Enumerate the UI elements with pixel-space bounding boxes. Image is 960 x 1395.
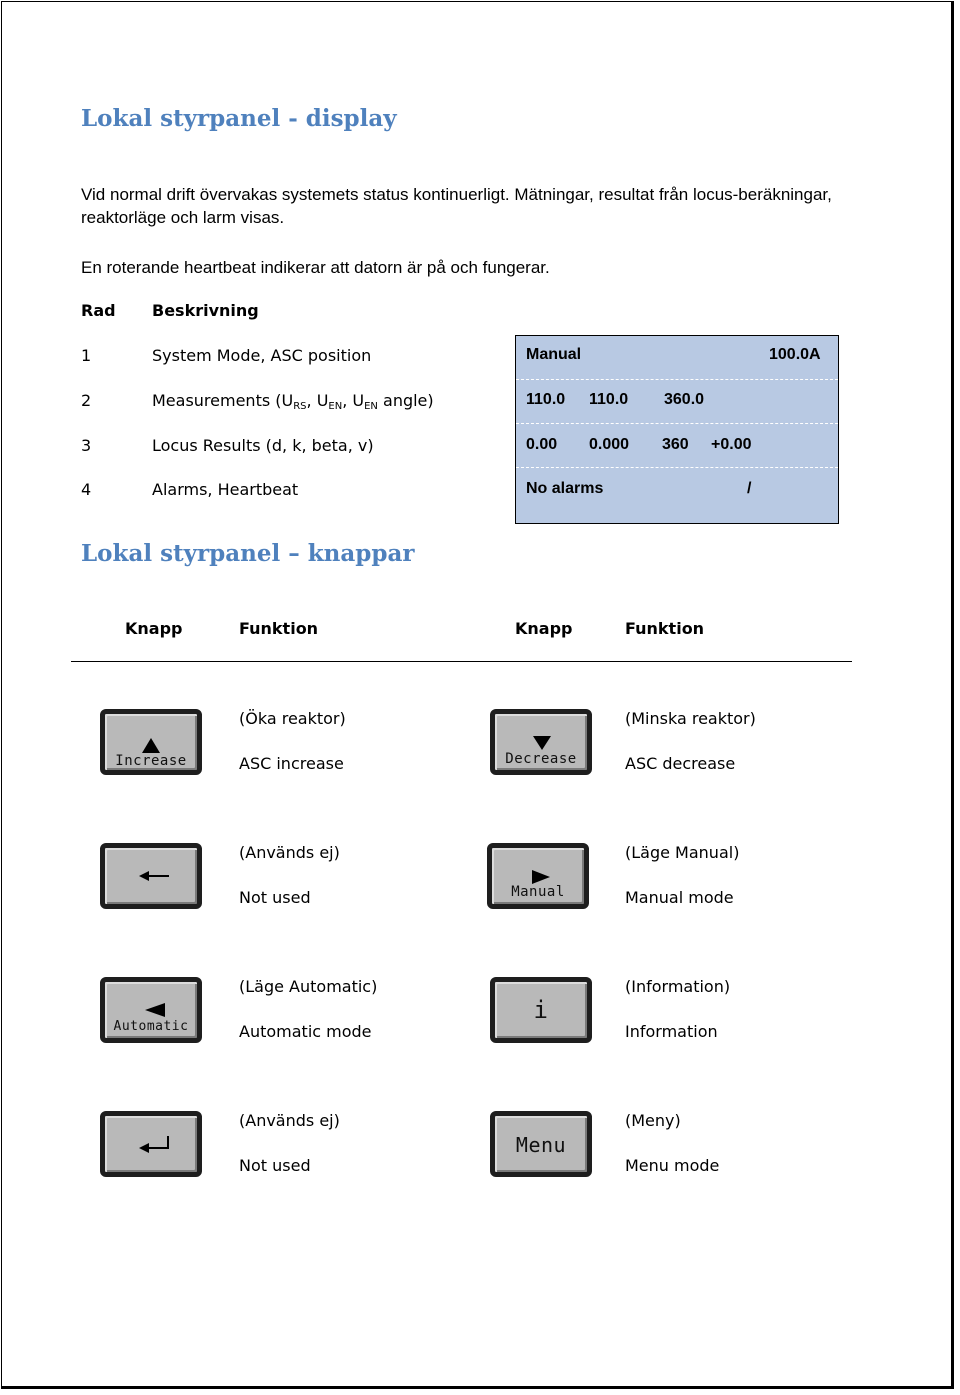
button-function-sv: (Läge Automatic) bbox=[239, 977, 378, 996]
button-function-sv: (Används ej) bbox=[239, 843, 340, 862]
display-row-number: 4 bbox=[81, 480, 92, 499]
display-row-number: 1 bbox=[81, 346, 92, 365]
lcd-heartbeat: / bbox=[747, 480, 752, 497]
enter-button[interactable] bbox=[100, 1111, 202, 1177]
button-function-en: Menu mode bbox=[625, 1156, 720, 1175]
lcd-system-mode: Manual bbox=[526, 346, 582, 363]
display-table-header-description: Beskrivning bbox=[152, 301, 259, 320]
info-icon: i bbox=[533, 996, 549, 1024]
button-function-sv: (Meny) bbox=[625, 1111, 681, 1130]
automatic-button-label: Automatic bbox=[113, 1019, 189, 1034]
lcd-row-1 bbox=[516, 336, 838, 380]
lcd-row-2 bbox=[516, 380, 838, 424]
automatic-button[interactable] bbox=[100, 977, 202, 1043]
display-row-description: Alarms, Heartbeat bbox=[152, 480, 299, 499]
button-function-en: ASC increase bbox=[239, 754, 344, 773]
display-row-description: Measurements ($U_{RS}$, $U_{EN}$, $U_{EN}$ angle) bbox=[152, 391, 434, 412]
display-row-number: 2 bbox=[81, 391, 92, 410]
button-function-sv: (Används ej) bbox=[239, 1111, 340, 1130]
decrease-button-label: Decrease bbox=[505, 751, 577, 767]
buttons-section-heading: Lokal styrpanel – knappar bbox=[81, 540, 415, 567]
enter-return-icon bbox=[105, 1116, 197, 1172]
lcd-asc-position: 100.0A bbox=[769, 346, 821, 363]
button-function-en: Automatic mode bbox=[239, 1022, 372, 1041]
lcd-locus-beta: 360 bbox=[662, 436, 689, 453]
table-divider bbox=[71, 661, 852, 662]
menu-button-label: Menu bbox=[515, 1133, 567, 1157]
increase-button-label: Increase bbox=[115, 753, 187, 769]
intro-paragraph-2: En roterande heartbeat indikerar att datorn är på och fungerar. bbox=[81, 258, 550, 277]
button-function-sv: (Minska reaktor) bbox=[625, 709, 756, 728]
manual-button-label: Manual bbox=[511, 884, 565, 900]
buttons-table-header-function: Funktion bbox=[625, 619, 705, 638]
manual-button[interactable] bbox=[487, 843, 589, 909]
buttons-table-header-function: Funktion bbox=[239, 619, 319, 638]
decrease-button[interactable] bbox=[490, 709, 592, 775]
arrow-left-icon bbox=[105, 848, 197, 904]
intro-paragraph-1: Vid normal drift övervakas systemets status kontinuerligt. Mätningar, resultat från locus-beräkningar, reaktorläge och larm visas. bbox=[81, 185, 832, 227]
lcd-measurement-uen: 110.0 bbox=[589, 391, 629, 408]
button-function-sv: (Information) bbox=[625, 977, 731, 996]
display-row-number: 3 bbox=[81, 436, 92, 455]
button-function-en: Not used bbox=[239, 888, 311, 907]
button-function-en: ASC decrease bbox=[625, 754, 736, 773]
left-arrow-button[interactable] bbox=[100, 843, 202, 909]
button-function-en: Manual mode bbox=[625, 888, 734, 907]
display-section-heading: Lokal styrpanel - display bbox=[81, 105, 397, 132]
lcd-measurement-angle: 360.0 bbox=[664, 391, 705, 408]
button-function-sv: (Öka reaktor) bbox=[239, 709, 346, 728]
display-row-description: System Mode, ASC position bbox=[152, 346, 372, 365]
lcd-locus-v: +0.00 bbox=[711, 436, 752, 453]
lcd-row-4 bbox=[516, 468, 838, 512]
buttons-table-header-button: Knapp bbox=[125, 619, 183, 638]
buttons-table-header-button: Knapp bbox=[515, 619, 573, 638]
lcd-alarm-status: No alarms bbox=[526, 480, 604, 497]
information-button[interactable] bbox=[490, 977, 592, 1043]
lcd-locus-k: 0.000 bbox=[589, 436, 630, 453]
lcd-display bbox=[515, 335, 839, 524]
display-table-header-row: Rad bbox=[81, 301, 116, 320]
button-function-sv: (Läge Manual) bbox=[625, 843, 740, 862]
increase-button[interactable] bbox=[100, 709, 202, 775]
lcd-measurement-urs: 110.0 bbox=[526, 391, 566, 408]
button-function-en: Not used bbox=[239, 1156, 311, 1175]
button-function-en: Information bbox=[625, 1022, 718, 1041]
menu-button[interactable] bbox=[490, 1111, 592, 1177]
lcd-row-3 bbox=[516, 424, 838, 468]
lcd-locus-d: 0.00 bbox=[526, 436, 558, 453]
display-row-description: Locus Results (d, k, beta, v) bbox=[152, 436, 374, 455]
